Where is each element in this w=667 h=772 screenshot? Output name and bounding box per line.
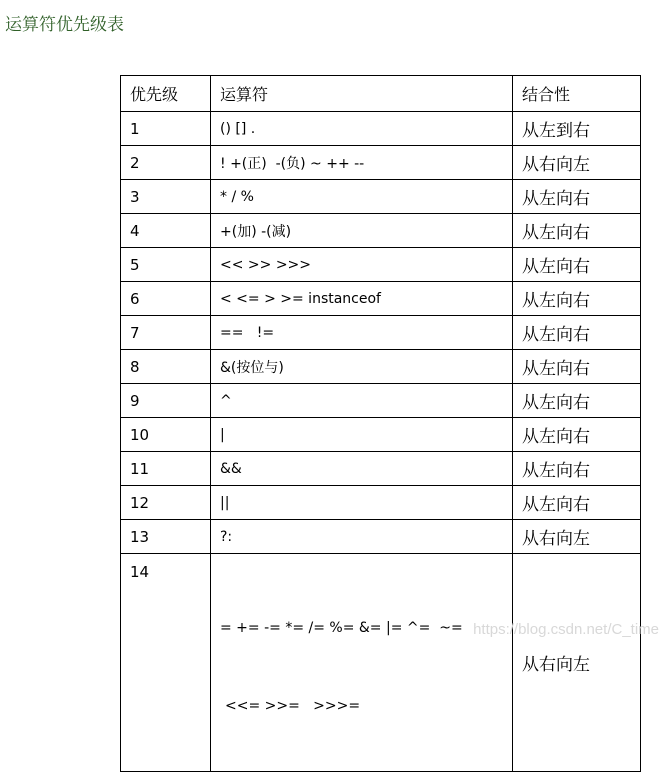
- table-row: [121, 282, 641, 316]
- associativity-cell: 从右向左: [513, 520, 641, 554]
- associativity-cell: 从左向右: [513, 350, 641, 384]
- table-row: [121, 350, 641, 384]
- associativity-cell: 从右向左: [513, 554, 641, 772]
- level-cell: 2: [121, 146, 211, 180]
- level-cell: 12: [121, 486, 211, 520]
- table-row: [121, 316, 641, 350]
- table-row: [121, 554, 641, 772]
- table-row: [121, 452, 641, 486]
- level-cell: 3: [121, 180, 211, 214]
- table-header-row: [121, 76, 641, 112]
- page-title: 运算符优先级表: [5, 15, 124, 35]
- table-row: [121, 112, 641, 146]
- table-row: [121, 248, 641, 282]
- operators-cell: ?:: [211, 520, 513, 554]
- operators-cell: ^: [211, 384, 513, 418]
- level-cell: 8: [121, 350, 211, 384]
- table-row: [121, 146, 641, 180]
- associativity-cell: 从左向右: [513, 486, 641, 520]
- operators-cell: << >> >>>: [211, 248, 513, 282]
- operators-cell: +(加) -(减): [211, 214, 513, 248]
- operators-cell: &&: [211, 452, 513, 486]
- table-row: [121, 418, 641, 452]
- table-row: [121, 486, 641, 520]
- operators-line: <<= >>= >>>=: [225, 698, 361, 714]
- associativity-cell: 从左向右: [513, 384, 641, 418]
- associativity-cell: 从右向左: [513, 146, 641, 180]
- operators-cell: |: [211, 418, 513, 452]
- associativity-cell: 从左向右: [513, 248, 641, 282]
- level-cell: 9: [121, 384, 211, 418]
- associativity-cell: 从左向右: [513, 418, 641, 452]
- level-cell: 1: [121, 112, 211, 146]
- level-cell: 11: [121, 452, 211, 486]
- table-row: [121, 384, 641, 418]
- associativity-cell: 从左向右: [513, 180, 641, 214]
- operators-cell: &(按位与): [211, 350, 513, 384]
- watermark: https://blog.csdn.net/C_time: [473, 621, 659, 638]
- level-cell: 5: [121, 248, 211, 282]
- associativity-cell: 从左向右: [513, 214, 641, 248]
- level-cell: 7: [121, 316, 211, 350]
- header-operators: 运算符: [211, 76, 513, 112]
- operators-line: = += -= *= /= %= &= |= ^= ~=: [220, 620, 463, 636]
- operators-cell: ||: [211, 486, 513, 520]
- associativity-cell: 从左向右: [513, 316, 641, 350]
- header-level: 优先级: [121, 76, 211, 112]
- table-row: [121, 214, 641, 248]
- level-cell: 13: [121, 520, 211, 554]
- associativity-cell: 从左向右: [513, 452, 641, 486]
- level-cell: 4: [121, 214, 211, 248]
- operators-cell: () [] .: [211, 112, 513, 146]
- level-cell: 14: [121, 554, 211, 772]
- level-cell: 6: [121, 282, 211, 316]
- operators-cell: * / %: [211, 180, 513, 214]
- header-associativity: 结合性: [513, 76, 641, 112]
- operators-cell: < <= > >= instanceof: [211, 282, 513, 316]
- operator-precedence-table: [120, 75, 641, 772]
- level-cell: 10: [121, 418, 211, 452]
- operators-cell: ! +(正) -(负) ~ ++ --: [211, 146, 513, 180]
- table-row: [121, 520, 641, 554]
- table-row: [121, 180, 641, 214]
- associativity-cell: 从左到右: [513, 112, 641, 146]
- operators-cell: == !=: [211, 316, 513, 350]
- associativity-cell: 从左向右: [513, 282, 641, 316]
- operators-cell: [211, 554, 513, 772]
